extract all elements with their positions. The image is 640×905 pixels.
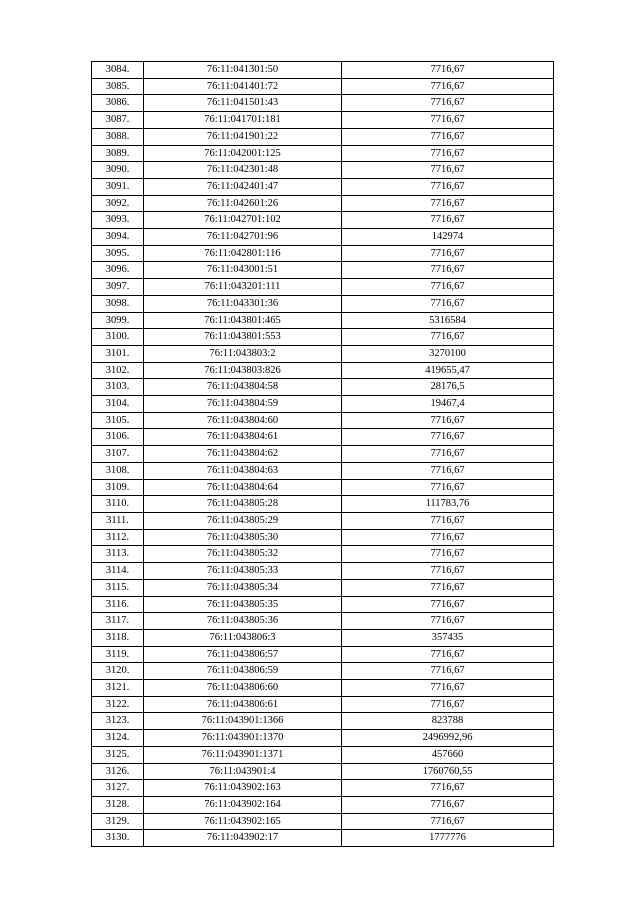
- row-number-cell: 3091.: [92, 178, 144, 195]
- cadastral-value-cell: 7716,67: [342, 512, 554, 529]
- cadastral-value-cell: 7716,67: [342, 95, 554, 112]
- row-number-cell: 3120.: [92, 663, 144, 680]
- cadastral-value-cell: 7716,67: [342, 529, 554, 546]
- cadastral-value-cell: 2496992,96: [342, 730, 554, 747]
- cadastral-number-cell: 76:11:043806:60: [144, 680, 342, 697]
- table-row: [92, 95, 554, 112]
- cadastral-number-cell: 76:11:043805:28: [144, 496, 342, 513]
- cadastral-number-cell: 76:11:043804:64: [144, 479, 342, 496]
- cadastral-number-cell: 76:11:041901:22: [144, 128, 342, 145]
- row-number-cell: 3088.: [92, 128, 144, 145]
- cadastral-value-cell: 7716,67: [342, 696, 554, 713]
- row-number-cell: 3112.: [92, 529, 144, 546]
- cadastral-number-cell: 76:11:043801:553: [144, 329, 342, 346]
- row-number-cell: 3121.: [92, 680, 144, 697]
- table-row: [92, 446, 554, 463]
- cadastral-number-cell: 76:11:042401:47: [144, 178, 342, 195]
- cadastral-value-cell: 7716,67: [342, 128, 554, 145]
- table-row: [92, 813, 554, 830]
- cadastral-value-cell: 7716,67: [342, 429, 554, 446]
- row-number-cell: 3104.: [92, 396, 144, 413]
- table-row: [92, 830, 554, 847]
- cadastral-number-cell: 76:11:043201:111: [144, 279, 342, 296]
- table-row: [92, 379, 554, 396]
- cadastral-number-cell: 76:11:043805:30: [144, 529, 342, 546]
- cadastral-number-cell: 76:11:043902:163: [144, 780, 342, 797]
- table-row: [92, 396, 554, 413]
- row-number-cell: 3084.: [92, 62, 144, 79]
- cadastral-value-cell: 823788: [342, 713, 554, 730]
- cadastral-number-cell: 76:11:043803:2: [144, 345, 342, 362]
- cadastral-number-cell: 76:11:043805:34: [144, 579, 342, 596]
- cadastral-value-cell: 7716,67: [342, 412, 554, 429]
- row-number-cell: 3101.: [92, 345, 144, 362]
- table-row: [92, 479, 554, 496]
- cadastral-number-cell: 76:11:043804:61: [144, 429, 342, 446]
- table-row: [92, 512, 554, 529]
- row-number-cell: 3086.: [92, 95, 144, 112]
- cadastral-number-cell: 76:11:043804:58: [144, 379, 342, 396]
- row-number-cell: 3087.: [92, 112, 144, 129]
- cadastral-number-cell: 76:11:043301:36: [144, 295, 342, 312]
- row-number-cell: 3089.: [92, 145, 144, 162]
- row-number-cell: 3105.: [92, 412, 144, 429]
- row-number-cell: 3107.: [92, 446, 144, 463]
- cadastral-value-cell: 7716,67: [342, 178, 554, 195]
- row-number-cell: 3097.: [92, 279, 144, 296]
- cadastral-value-cell: 7716,67: [342, 663, 554, 680]
- cadastral-number-cell: 76:11:043805:32: [144, 546, 342, 563]
- cadastral-number-cell: 76:11:041701:181: [144, 112, 342, 129]
- cadastral-value-cell: 7716,67: [342, 112, 554, 129]
- cadastral-value-cell: 7716,67: [342, 279, 554, 296]
- row-number-cell: 3130.: [92, 830, 144, 847]
- cadastral-number-cell: 76:11:043805:33: [144, 563, 342, 580]
- table-row: [92, 563, 554, 580]
- row-number-cell: 3122.: [92, 696, 144, 713]
- table-row: [92, 62, 554, 79]
- table-row: [92, 245, 554, 262]
- row-number-cell: 3119.: [92, 646, 144, 663]
- cadastral-number-cell: 76:11:043902:17: [144, 830, 342, 847]
- cadastral-number-cell: 76:11:043805:35: [144, 596, 342, 613]
- table-row: [92, 279, 554, 296]
- cadastral-number-cell: 76:11:041301:50: [144, 62, 342, 79]
- table-row: [92, 546, 554, 563]
- table-row: [92, 579, 554, 596]
- cadastral-value-cell: 5316584: [342, 312, 554, 329]
- row-number-cell: 3117.: [92, 613, 144, 630]
- cadastral-value-cell: 7716,67: [342, 295, 554, 312]
- row-number-cell: 3126.: [92, 763, 144, 780]
- cadastral-value-cell: 7716,67: [342, 446, 554, 463]
- row-number-cell: 3127.: [92, 780, 144, 797]
- cadastral-number-cell: 76:11:041401:72: [144, 78, 342, 95]
- cadastral-value-cell: 7716,67: [342, 195, 554, 212]
- cadastral-value-cell: 7716,67: [342, 780, 554, 797]
- table-row: [92, 462, 554, 479]
- cadastral-number-cell: 76:11:043804:63: [144, 462, 342, 479]
- cadastral-number-cell: 76:11:043902:165: [144, 813, 342, 830]
- cadastral-number-cell: 76:11:043804:62: [144, 446, 342, 463]
- row-number-cell: 3128.: [92, 796, 144, 813]
- row-number-cell: 3118.: [92, 629, 144, 646]
- row-number-cell: 3096.: [92, 262, 144, 279]
- cadastral-number-cell: 76:11:043805:36: [144, 613, 342, 630]
- table-row: [92, 646, 554, 663]
- table-row: [92, 195, 554, 212]
- table-row: [92, 796, 554, 813]
- cadastral-number-cell: 76:11:042701:102: [144, 212, 342, 229]
- cadastral-number-cell: 76:11:043801:465: [144, 312, 342, 329]
- cadastral-number-cell: 76:11:043901:1371: [144, 746, 342, 763]
- cadastral-number-cell: 76:11:043902:164: [144, 796, 342, 813]
- table-row: [92, 696, 554, 713]
- table-row: [92, 295, 554, 312]
- table-row: [92, 763, 554, 780]
- cadastral-number-cell: 76:11:043001:51: [144, 262, 342, 279]
- row-number-cell: 3098.: [92, 295, 144, 312]
- cadastral-number-cell: 76:11:043806:57: [144, 646, 342, 663]
- cadastral-value-cell: 357435: [342, 629, 554, 646]
- table-row: [92, 663, 554, 680]
- table-row: [92, 145, 554, 162]
- cadastral-value-cell: 7716,67: [342, 262, 554, 279]
- cadastral-number-cell: 76:11:043803:826: [144, 362, 342, 379]
- table-row: [92, 178, 554, 195]
- cadastral-value-cell: 7716,67: [342, 162, 554, 179]
- cadastral-value-cell: 7716,67: [342, 212, 554, 229]
- table-row: [92, 78, 554, 95]
- row-number-cell: 3110.: [92, 496, 144, 513]
- cadastral-number-cell: 76:11:042001:125: [144, 145, 342, 162]
- cadastral-number-cell: 76:11:043901:1366: [144, 713, 342, 730]
- row-number-cell: 3125.: [92, 746, 144, 763]
- table-row: [92, 345, 554, 362]
- row-number-cell: 3099.: [92, 312, 144, 329]
- cadastral-value-cell: 7716,67: [342, 613, 554, 630]
- row-number-cell: 3090.: [92, 162, 144, 179]
- cadastral-value-cell: 7716,67: [342, 813, 554, 830]
- table-row: [92, 529, 554, 546]
- table-row: [92, 312, 554, 329]
- table-row: [92, 412, 554, 429]
- row-number-cell: 3108.: [92, 462, 144, 479]
- cadastral-value-cell: 419655,47: [342, 362, 554, 379]
- table-row: [92, 329, 554, 346]
- table-row: [92, 362, 554, 379]
- table-row: [92, 596, 554, 613]
- table-row: [92, 613, 554, 630]
- row-number-cell: 3115.: [92, 579, 144, 596]
- cadastral-number-cell: 76:11:043804:59: [144, 396, 342, 413]
- cadastral-number-cell: 76:11:043804:60: [144, 412, 342, 429]
- table-row: [92, 629, 554, 646]
- table-row: [92, 730, 554, 747]
- cadastral-value-cell: 142974: [342, 229, 554, 246]
- table-row: [92, 429, 554, 446]
- row-number-cell: 3116.: [92, 596, 144, 613]
- cadastral-value-cell: 7716,67: [342, 479, 554, 496]
- row-number-cell: 3102.: [92, 362, 144, 379]
- row-number-cell: 3114.: [92, 563, 144, 580]
- cadastral-value-cell: 7716,67: [342, 646, 554, 663]
- cadastral-value-cell: 7716,67: [342, 579, 554, 596]
- cadastral-number-cell: 76:11:043806:59: [144, 663, 342, 680]
- cadastral-number-cell: 76:11:043806:3: [144, 629, 342, 646]
- table-row: [92, 780, 554, 797]
- cadastral-value-cell: 7716,67: [342, 245, 554, 262]
- table-body: [92, 62, 554, 847]
- table-row: [92, 128, 554, 145]
- cadastral-number-cell: 76:11:042601:26: [144, 195, 342, 212]
- row-number-cell: 3092.: [92, 195, 144, 212]
- row-number-cell: 3094.: [92, 229, 144, 246]
- cadastral-value-cell: 457660: [342, 746, 554, 763]
- cadastral-value-cell: 7716,67: [342, 145, 554, 162]
- cadastral-value-cell: 28176,5: [342, 379, 554, 396]
- cadastral-value-cell: 7716,67: [342, 462, 554, 479]
- row-number-cell: 3109.: [92, 479, 144, 496]
- cadastral-value-cell: 7716,67: [342, 546, 554, 563]
- cadastral-value-cell: 3270100: [342, 345, 554, 362]
- row-number-cell: 3113.: [92, 546, 144, 563]
- cadastral-number-cell: 76:11:043901:4: [144, 763, 342, 780]
- cadastral-value-cell: 7716,67: [342, 596, 554, 613]
- table-row: [92, 713, 554, 730]
- table-row: [92, 680, 554, 697]
- table-row: [92, 262, 554, 279]
- row-number-cell: 3093.: [92, 212, 144, 229]
- cadastral-value-cell: 1760760,55: [342, 763, 554, 780]
- row-number-cell: 3100.: [92, 329, 144, 346]
- cadastral-number-cell: 76:11:042301:48: [144, 162, 342, 179]
- cadastral-number-cell: 76:11:043901:1370: [144, 730, 342, 747]
- cadastral-value-cell: 7716,67: [342, 563, 554, 580]
- cadastral-number-cell: 76:11:042701:96: [144, 229, 342, 246]
- cadastral-value-cell: 19467,4: [342, 396, 554, 413]
- row-number-cell: 3106.: [92, 429, 144, 446]
- row-number-cell: 3123.: [92, 713, 144, 730]
- table-row: [92, 229, 554, 246]
- row-number-cell: 3085.: [92, 78, 144, 95]
- table-row: [92, 162, 554, 179]
- row-number-cell: 3103.: [92, 379, 144, 396]
- cadastral-number-cell: 76:11:043806:61: [144, 696, 342, 713]
- table-row: [92, 496, 554, 513]
- row-number-cell: 3095.: [92, 245, 144, 262]
- table-row: [92, 212, 554, 229]
- cadastral-number-cell: 76:11:041501:43: [144, 95, 342, 112]
- table-row: [92, 112, 554, 129]
- cadastral-number-cell: 76:11:043805:29: [144, 512, 342, 529]
- row-number-cell: 3129.: [92, 813, 144, 830]
- cadastral-value-cell: 7716,67: [342, 680, 554, 697]
- cadastral-number-cell: 76:11:042801:116: [144, 245, 342, 262]
- row-number-cell: 3124.: [92, 730, 144, 747]
- cadastral-value-cell: 7716,67: [342, 62, 554, 79]
- cadastral-value-cell: 7716,67: [342, 796, 554, 813]
- cadastral-value-cell: 7716,67: [342, 329, 554, 346]
- cadastral-value-cell: 7716,67: [342, 78, 554, 95]
- cadastral-value-table: [91, 61, 554, 847]
- table-row: [92, 746, 554, 763]
- cadastral-value-cell: 1777776: [342, 830, 554, 847]
- cadastral-value-cell: 111783,76: [342, 496, 554, 513]
- row-number-cell: 3111.: [92, 512, 144, 529]
